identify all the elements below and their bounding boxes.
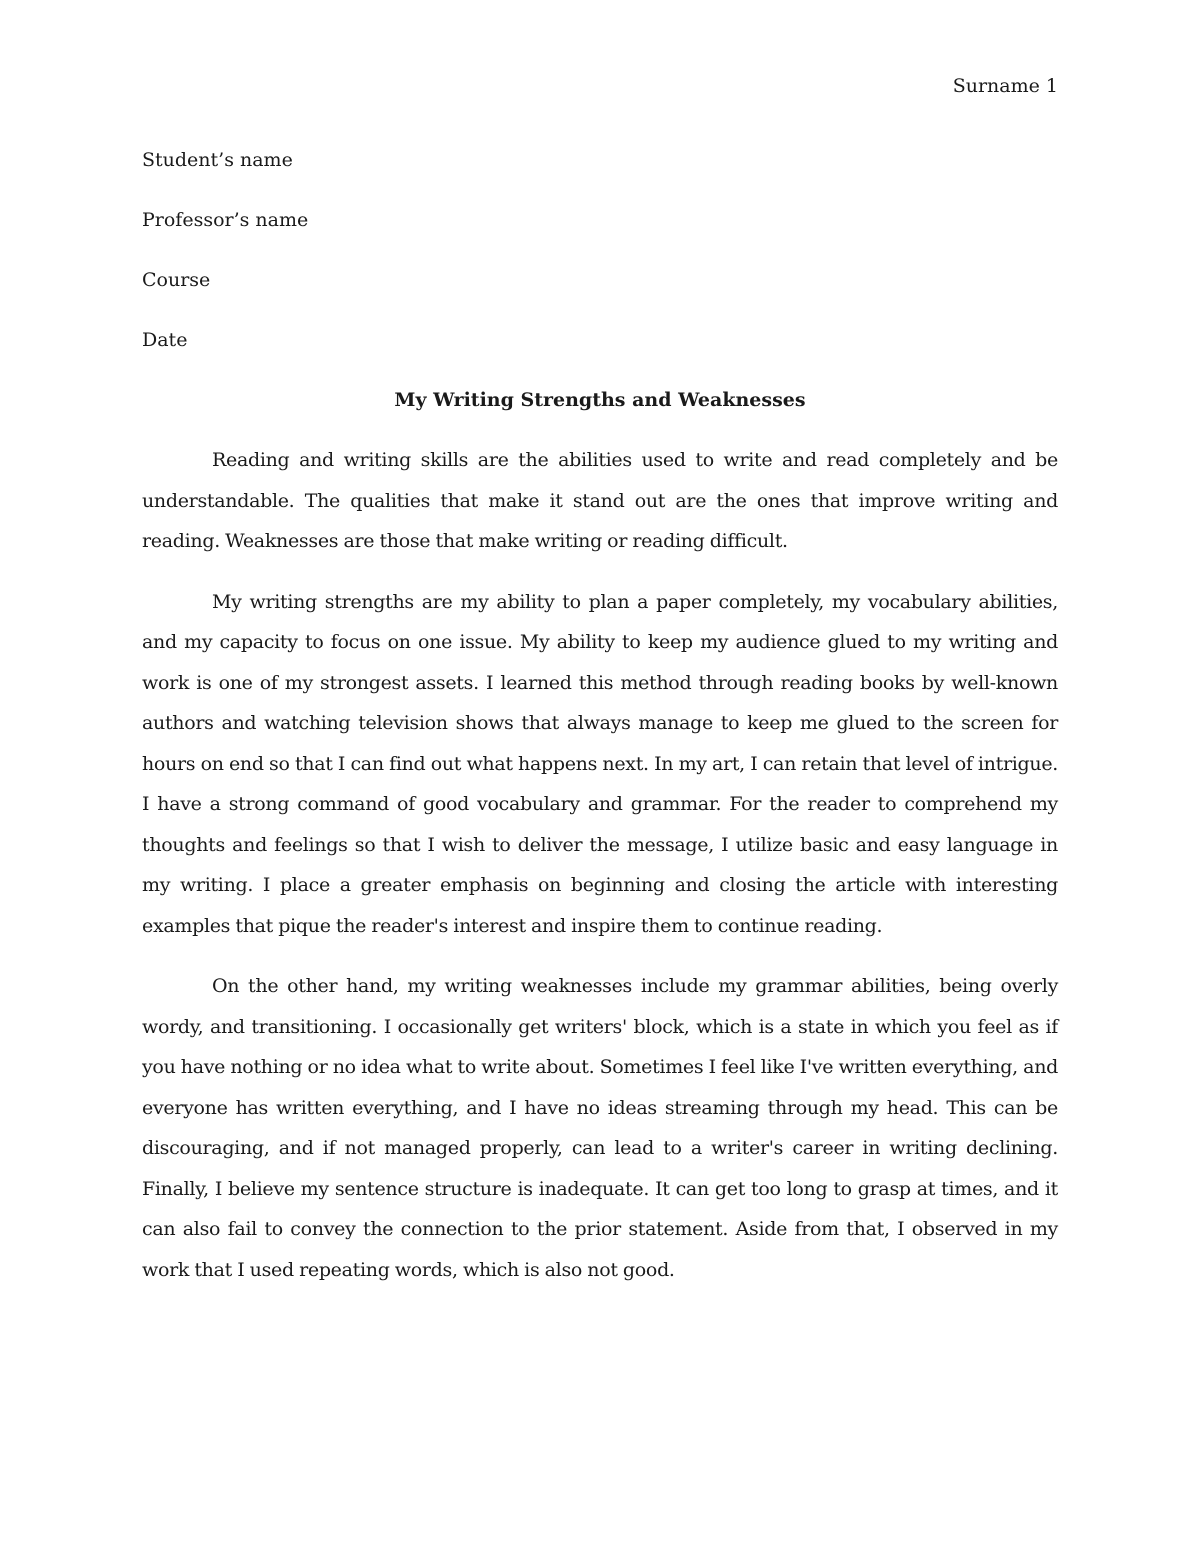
paragraph-introduction: Reading and writing skills are the abilities used to write and read completely and be understandable. The qualities that make it stand out are the ones that improve writing and reading. Weaknesses are those that make writing or reading difficult. [142,449,1058,552]
professor-name: Professor’s name [142,209,309,231]
student-name: Student’s name [142,149,293,171]
running-head: Surname 1 [952,75,1058,97]
document-title: My Writing Strengths and Weaknesses [394,389,806,411]
date-line: Date [142,329,188,351]
paragraph-strengths: My writing strengths are my ability to plan a paper completely, my vocabulary abilities, and my capacity to focus on one issue. My ability to keep my audience glued to my writing and work is one of my strongest assets. I learned this method through reading books by well-known authors and watching television shows that always manage to keep me glued to the screen for hours on end so that I can find out what happens next. In my art, I can retain that level of intrigue. I have a strong command of good vocabulary and grammar. For the reader to comprehend my thoughts and feelings so that I wish to deliver the message, I utilize basic and easy language in my writing. I place a greater emphasis on beginning and closing the article with interesting examples that pique the reader's interest and inspire them to continue reading. [142,590,1058,937]
course-name: Course [142,269,211,291]
paragraph-weaknesses: On the other hand, my writing weaknesses include my grammar abilities, being overly wordy, and transitioning. I occasionally get writers' block, which is a state in which you feel as if you have nothing or no idea what to write about. Sometimes I feel like I've written everything, and everyone has written everything, and I have no ideas streaming through my head. This can be discouraging, and if not managed properly, can lead to a writer's career in writing declining. Finally, I believe my sentence structure is inadequate. It can get too long to grasp at times, and it can also fail to convey the connection to the prior statement. Aside from that, I observed in my work that I used repeating words, which is also not good. [142,975,1058,1281]
document-body [142,140,1058,1310]
